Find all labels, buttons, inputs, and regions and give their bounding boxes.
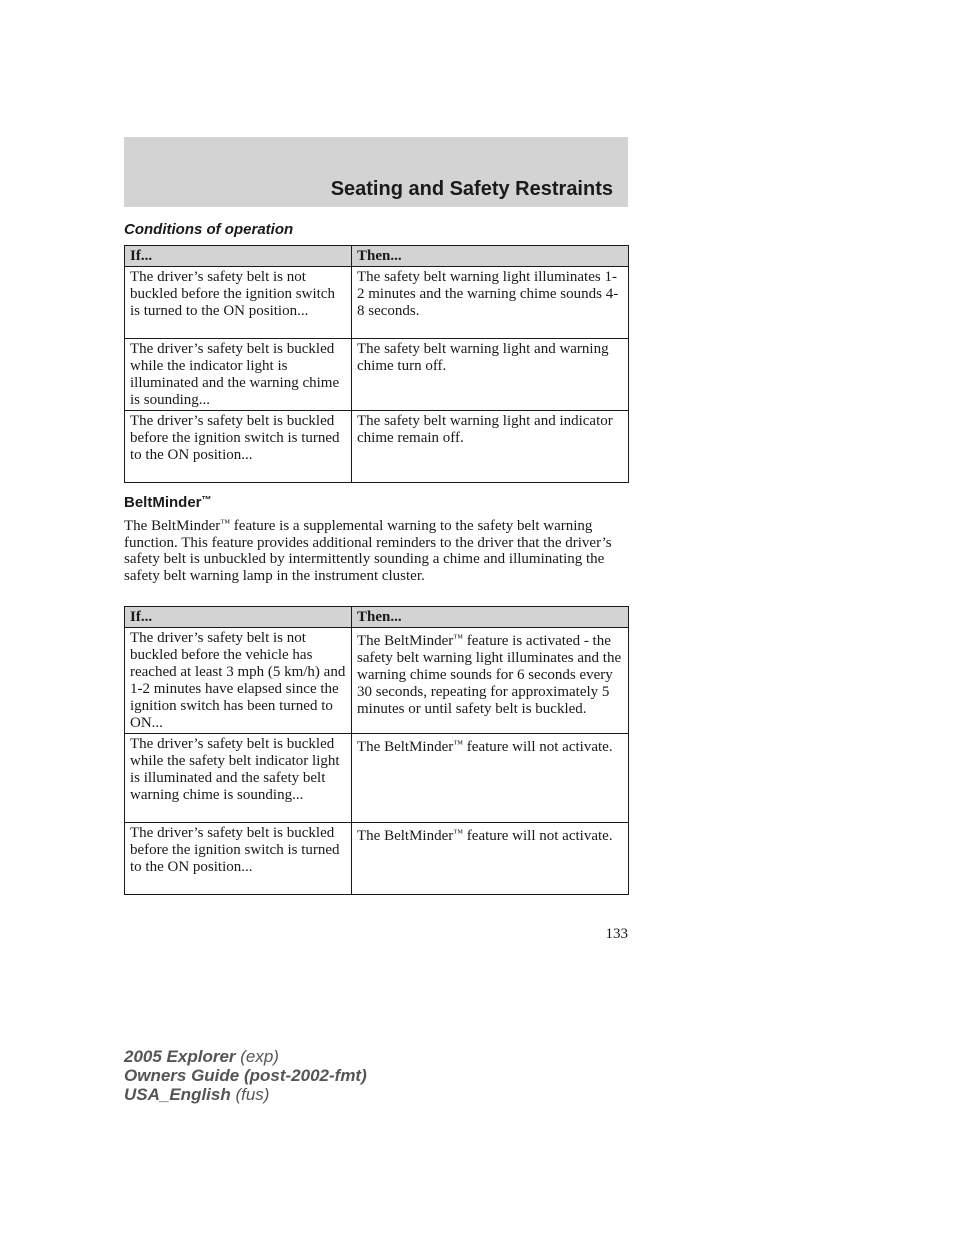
footer-line-guide: Owners Guide (post-2002-fmt) <box>124 1066 367 1085</box>
trademark-symbol: ™ <box>220 518 231 529</box>
trademark-symbol: ™ <box>201 495 212 506</box>
footer-line-model: 2005 Explorer (exp) <box>124 1047 279 1066</box>
page-number: 133 <box>605 926 628 942</box>
beltminder-table <box>124 606 629 895</box>
table-row <box>125 628 629 734</box>
table-row <box>125 339 629 411</box>
condition-if-cell: The driver’s safety belt is buckled before the ignition switch is turned to the ON position... <box>125 823 352 895</box>
trademark-symbol: ™ <box>453 739 464 750</box>
conditions-heading: Conditions of operation <box>124 221 294 238</box>
conditions-table <box>124 245 629 483</box>
condition-then-cell: The safety belt warning light illuminates 1-2 minutes and the warning chime sounds 4-8 seconds. <box>352 267 629 339</box>
condition-then-cell: The BeltMinder™ feature will not activate. <box>352 823 629 895</box>
table-row <box>125 267 629 339</box>
column-header-if: If... <box>125 607 352 628</box>
condition-then-cell: The safety belt warning light and warning chime turn off. <box>352 339 629 411</box>
table-row <box>125 734 629 823</box>
condition-if-cell: The driver’s safety belt is buckled while the safety belt indicator light is illuminated and the safety belt warning chime is sounding... <box>125 734 352 823</box>
trademark-symbol: ™ <box>453 828 464 839</box>
table-header-row <box>125 607 629 628</box>
condition-if-cell: The driver’s safety belt is buckled while the indicator light is illuminated and the warning chime is sounding... <box>125 339 352 411</box>
condition-then-cell: The BeltMinder™ feature will not activate. <box>352 734 629 823</box>
condition-if-cell: The driver’s safety belt is buckled before the ignition switch is turned to the ON position... <box>125 411 352 483</box>
trademark-symbol: ™ <box>453 633 464 644</box>
footer-line-language: USA_English (fus) <box>124 1085 270 1104</box>
condition-if-cell: The driver’s safety belt is not buckled before the vehicle has reached at least 3 mph (5 km/h) and 1-2 minutes have elapsed since the ignition switch has been turned to ON... <box>125 628 352 734</box>
table-header-row <box>125 246 629 267</box>
beltminder-intro-paragraph: The BeltMinder™ feature is a supplemental warning to the safety belt warning function. This feature provides additional reminders to the driver that the driver’s safety belt is unbuckled by intermittently sounding a chime and illuminating the safety belt warning lamp in the instrument cluster. <box>124 518 612 584</box>
condition-if-cell: The driver’s safety belt is not buckled before the ignition switch is turned to the ON position... <box>125 267 352 339</box>
column-header-then: Then... <box>352 246 629 267</box>
condition-then-cell: The safety belt warning light and indicator chime remain off. <box>352 411 629 483</box>
section-header-band <box>124 137 628 207</box>
document-footer <box>124 1047 367 1104</box>
column-header-if: If... <box>125 246 352 267</box>
column-header-then: Then... <box>352 607 629 628</box>
condition-then-cell: The BeltMinder™ feature is activated - the safety belt warning light illuminates and the warning chime sounds for 6 seconds every 30 seconds, repeating for approximately 5 minutes or until safety belt is buckled. <box>352 628 629 734</box>
table-row <box>125 823 629 895</box>
beltminder-heading: BeltMinder™ <box>124 494 212 511</box>
page-title: Seating and Safety Restraints <box>330 178 613 200</box>
table-row <box>125 411 629 483</box>
